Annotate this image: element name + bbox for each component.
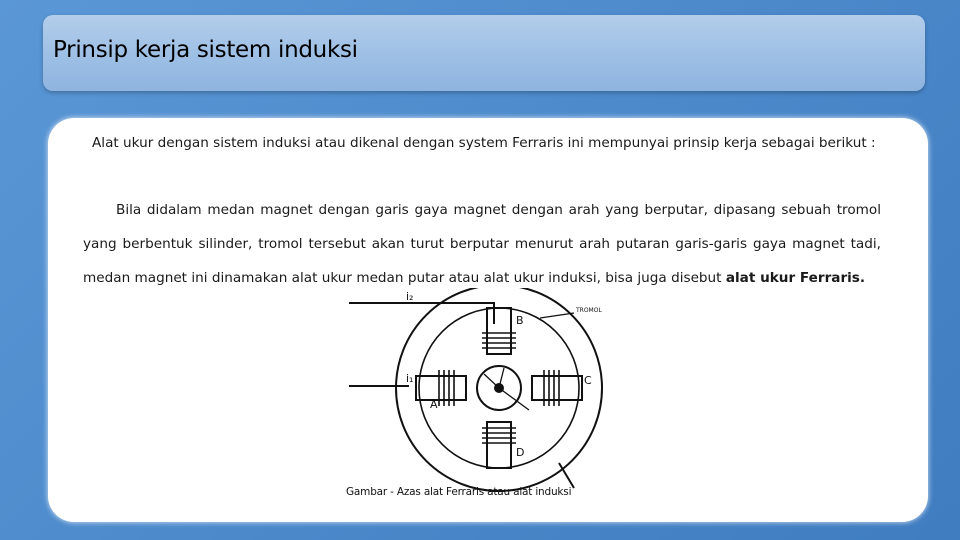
pole-a [416,376,466,400]
paragraph-explanation [83,193,881,295]
paragraph-intro: Alat ukur dengan sistem induksi atau dikenal dengan system Ferraris ini mempunyai prinsip kerja sebagai berikut : [92,135,876,151]
label-tromol: TROMOL [576,307,602,314]
ferraris-diagram-svg [344,288,634,503]
paragraph-explanation-text: Bila didalam medan magnet dengan garis gaya magnet dengan arah yang berputar, dipasang sebuah tromol yang berbentuk silinder, tromol tersebut akan turut berputar menurut arah putaran garis-garis gaya magnet tadi, medan magnet ini dinamakan alat ukur medan putar atau alat ukur induksi, bisa juga disebut [83,202,881,286]
label-i2: i₂ [406,290,414,303]
label-c: C [584,374,592,387]
label-b: B [516,314,524,327]
label-i1: i₁ [406,372,414,385]
paragraph-explanation-tail: alat ukur Ferraris. [725,270,866,286]
label-a: A [430,398,438,411]
ferraris-diagram [344,288,634,503]
slide-title: Prinsip kerja sistem induksi [53,37,358,63]
field-lines [484,313,574,410]
figure-caption: Gambar - Azas alat Ferraris atau alat induksi [346,486,572,498]
pole-b [487,308,511,354]
content-panel [48,118,928,522]
title-bar [43,15,925,91]
label-d: D [516,446,525,459]
pole-d [487,422,511,468]
pole-c [532,376,582,400]
